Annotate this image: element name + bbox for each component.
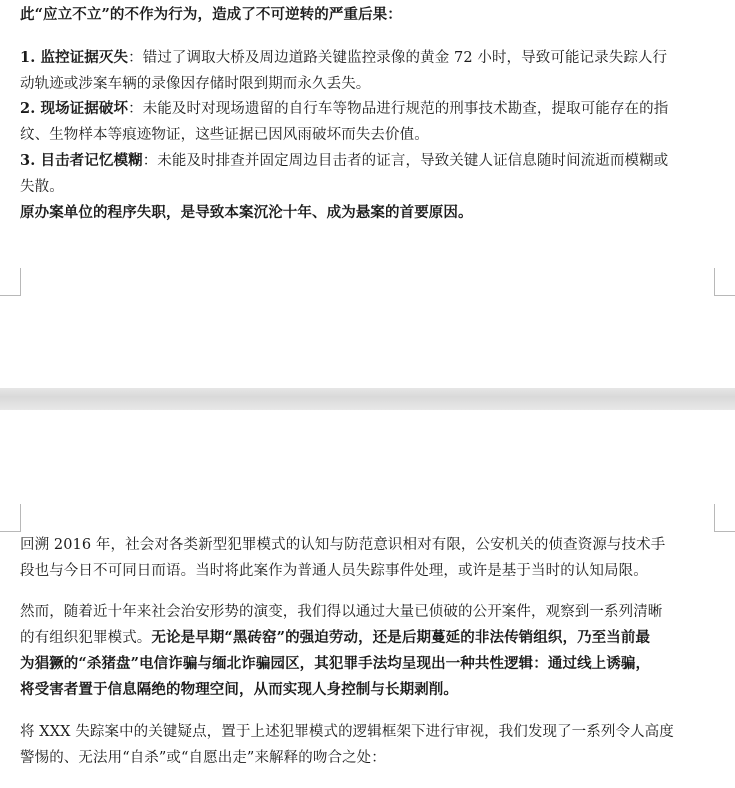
margin-corner-mark-right xyxy=(714,268,735,296)
paragraph-2-line-1: 然而，随着近十年来社会治安形势的演变，我们得以通过大量已侦破的公开案件，观察到一系列清晰 xyxy=(20,604,663,620)
paragraph-2-line-3: 为猖獗的“杀猪盘”电信诈骗与缅北诈骗园区，其犯罪手法均呈现出一种共性逻辑：通过线上诱骗， xyxy=(20,655,651,672)
margin-corner-mark-left xyxy=(0,504,21,532)
conclusion-line: 原办案单位的程序失职，是导致本案沉沦十年、成为悬案的首要原因。 xyxy=(20,204,473,221)
page-break-gap xyxy=(0,388,735,410)
item-2-label: 2. 现场证据破坏 xyxy=(20,100,129,117)
paragraph-3-line-2: 警惕的、无法用“自杀”或“自愿出走”来解释的吻合之处： xyxy=(20,750,386,766)
paragraph-2-line-2 xyxy=(20,625,715,651)
document-page-2 xyxy=(0,410,735,788)
item-2-text: ：未能及时对现场遗留的自行车等物品进行规范的刑事技术勘查，提取可能存在的指 xyxy=(128,101,669,117)
item-3-label: 3. 目击者记忆模糊 xyxy=(20,152,143,169)
document-page-1 xyxy=(0,0,735,388)
paragraph-2-plain: 的有组织犯罪模式。 xyxy=(20,630,152,646)
item-1-text: ：错过了调取大桥及周边道路关键监控录像的黄金 72 小时，导致可能记录失踪人行 xyxy=(128,50,668,66)
paragraph-1-line-2: 段也与今日不可同日而语。当时将此案作为普通人员失踪事件处理，或许是基于当时的认知局限。 xyxy=(20,563,648,579)
margin-corner-mark-left xyxy=(0,268,21,296)
paragraph-2-bold: 无论是早期“黑砖窑”的强迫劳动，还是后期蔓延的非法传销组织，乃至当前最 xyxy=(151,629,651,646)
item-1-line-2: 动轨迹或涉案车辆的录像因存储时限到期而永久丢失。 xyxy=(20,76,371,92)
item-1-label: 1. 监控证据灭失 xyxy=(20,49,129,66)
item-2-line-2: 纹、生物样本等痕迹物证，这些证据已因风雨破坏而失去价值。 xyxy=(20,127,429,143)
intro-line: 此“应立不立”的不作为行为，造成了不可逆转的严重后果： xyxy=(20,6,402,23)
item-3-line-2: 失散。 xyxy=(20,179,64,195)
paragraph-3-line-1: 将 XXX 失踪案中的关键疑点，置于上述犯罪模式的逻辑框架下进行审视，我们发现了一系列令人高度 xyxy=(20,724,674,740)
item-3-line-1 xyxy=(20,148,715,174)
margin-corner-mark-right xyxy=(714,504,735,532)
paragraph-2-line-4: 将受害者置于信息隔绝的物理空间，从而实现人身控制与长期剥削。 xyxy=(20,681,458,698)
item-3-text: ：未能及时排查并固定周边目击者的证言，导致关键人证信息随时间流逝而模糊或 xyxy=(142,153,669,169)
item-2-line-1 xyxy=(20,96,715,122)
paragraph-1-line-1: 回溯 2016 年，社会对各类新型犯罪模式的认知与防范意识相对有限，公安机关的侦查资源与技术手 xyxy=(20,537,666,553)
item-1-line-1 xyxy=(20,45,715,71)
